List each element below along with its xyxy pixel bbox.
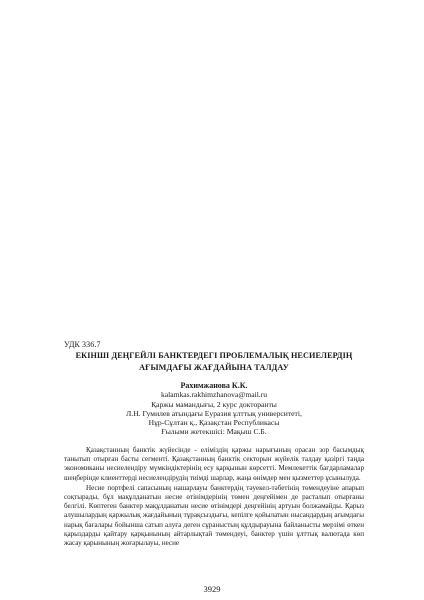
title-line: ЕКІНШІ ДЕҢГЕЙЛІ БАНКТЕРДЕГІ ПРОБЛЕМАЛЫҚ НЕСИЕЛЕРДІҢ [75,351,353,360]
author-city: Нұр-Сұлтан қ., Қазақстан Республикасы [148,418,280,428]
author-email: kalamkas.rakhimzhanova@mail.ru [160,390,268,400]
article-body [64,446,364,549]
udk-code: УДК 336.7 [64,340,101,349]
page-number: 3929 [203,584,221,594]
author-university: Л.Н. Гумилев атындағы Еуразия ұлттық университеті, [126,408,302,418]
article-title [64,350,364,374]
author-position: Қаржы мамандығы, 2 курс докторанты [151,399,277,409]
title-line: АҒЫМДАҒЫ ЖАҒДАЙЫНА ТАЛДАУ [139,363,289,372]
author-block [64,381,364,437]
author-supervisor: Ғылыми жетекшісі: Мақыш С.Б. [161,427,267,437]
body-paragraph: Несие портфелі сапасының нашарлауы банктердің тәуекел-тәбетінің төмендеуіне апарып соқтырады, бұл мақұлданатын несие өтінімдерінің төмен деңгейімен де расталып отырғаны белгілі. Көптеген банктер мақұлданатын несие өтінімдері деңгейінің артуын болжамайды. Қарыз алушылардың қаржылық жағдайының тұрақсыздығы, кепілге қойылатын нысандардың ағымдағы нарық бағалары бойынша сатып алуға деген сұраныстың құлдырауына байланысты мерзімі өткен қарыздарды қайтару қарқынының айтарлықтай төмендеуі, банктер үшін ұлттық валютада көп жасау қарынының жоғарылауы, несие [64,483,364,548]
body-paragraph: Қазақстанның банктік жүйесінде - елімiздің қаржы нарығының орасан зор басымдық танытып отырған басты сегменті. Қазақстанның банктік секторын жүйелік талдау қазіргі таңда экономиканы несиелендіру мүмкіндіктерінің есу қарқынын көрсетті. Мемлекеттік бағдарламалар шеңберінде клиенттерді несиелендірудің тиімді шарлар, жаңа өнімдер мен қызметтер ұсынылуда. [64,446,364,482]
author-name: Рахимжанова К.К. [180,381,248,390]
